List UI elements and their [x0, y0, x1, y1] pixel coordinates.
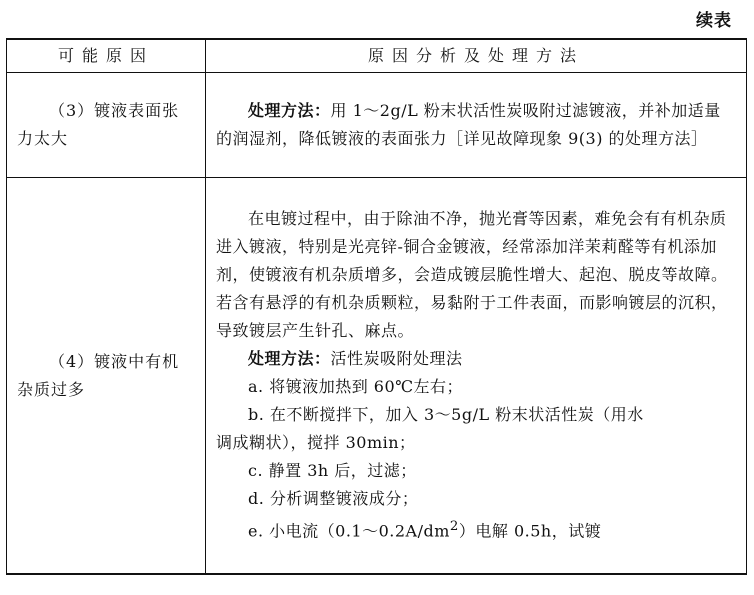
cause-text-line1: （3）镀液表面张 [49, 101, 180, 120]
step-c: c. 静置 3h 后，过滤； [248, 461, 417, 481]
table-row [7, 73, 747, 178]
step-e-superscript: 2 [449, 519, 459, 535]
cause-cell [7, 73, 206, 178]
method-paragraph [216, 345, 736, 373]
table-row [7, 178, 747, 575]
step-b-line2: 调成糊状），搅拌 30min； [216, 433, 416, 453]
analysis-paragraph: 在电镀过程中，由于除油不净，抛光膏等因素，难免会有有机杂质进入镀液，特别是光亮锌-铜合金镀液，经常添加洋茉莉醛等有机添加剂，使镀液有机杂质增多，会造成镀层脆性增大、起泡、脱皮等故障。若含有悬浮的有机杂质颗粒，易黏附于工件表面，而影响镀层的沉积，导致镀层产生针孔、麻点。 [216, 209, 728, 341]
analysis-cell [206, 73, 747, 178]
step-d: d. 分析调整镀液成分； [248, 489, 419, 509]
method-text: 用 1～2g/L 粉末状活性炭吸附过滤镀液，并补加适量的润湿剂，降低镀液的表面张力［详见故障现象 9(3) 的处理方法］ [216, 101, 721, 148]
step-e-post: ）电解 0.5h，试镀 [458, 521, 602, 541]
method-paragraph [216, 97, 736, 153]
method-lead: 处理方法： [248, 349, 331, 369]
troubleshooting-table [6, 38, 747, 575]
step-a: a. 将镀液加热到 60℃左右； [248, 377, 464, 397]
table-header-row [7, 39, 747, 73]
step-e-pre: e. 小电流（0.1～0.2A/dm [248, 521, 450, 541]
step-e [216, 513, 736, 545]
troubleshooting-table-wrapper [6, 38, 746, 575]
header-analysis-method: 原因分析及处理方法 [206, 39, 747, 73]
analysis-cell [206, 178, 747, 575]
cause-cell [7, 178, 206, 575]
step-b-line1: b. 在不断搅拌下，加入 3～5g/L 粉末状活性炭（用水 [248, 405, 644, 425]
cause-text-line1: （4）镀液中有机 [49, 351, 180, 371]
method-lead: 处理方法： [248, 101, 331, 120]
continued-label: 续表 [696, 11, 732, 31]
header-possible-cause: 可能原因 [7, 39, 206, 73]
cause-text-line2: 杂质过多 [17, 379, 86, 399]
method-text: 活性炭吸附处理法 [330, 349, 463, 369]
cause-text-line2: 力太大 [17, 129, 69, 148]
